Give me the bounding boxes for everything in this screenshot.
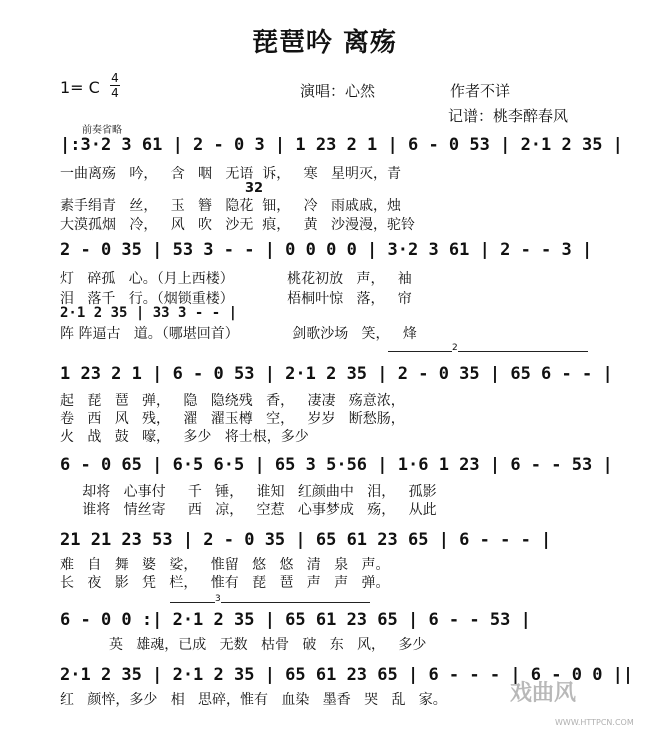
lyric-7-1: 英 雄魂，已成 无数 枯骨 破 东 风， 多少: [60, 637, 427, 653]
notes-4: 1 23 2 1 | 6 - 0 53 | 2·1 2 35 | 2 - 0 35 | 65 6 - - |: [60, 364, 613, 384]
lyric-5-2: 谁将 情丝寄 西 凉， 空惹 心事梦成 殇， 从此: [60, 502, 437, 518]
lyric-1-1: 一曲离殇 吟， 含 咽 无语 诉， 寒 星明灭，青: [60, 166, 402, 182]
song-title: 琵琶吟 离殇: [251, 28, 398, 58]
lyric-2-2: 泪 落千 行。（烟锁重楼） 梧桐叶惊 落， 帘: [60, 291, 412, 307]
time-signature: [110, 72, 120, 99]
notes-6: 21 21 23 53 | 2 - 0 35 | 65 61 23 65 | 6 - - - |: [60, 530, 552, 550]
lyric-2-1: 灯 碎孤 心。（月上西楼） 桃花初放 声， 袖: [60, 271, 412, 287]
bracket-label-3: 3: [215, 594, 221, 604]
lyric-5-1: 却将 心事付 千 锤， 谁知 红颜曲中 泪， 孤影: [60, 484, 437, 500]
lyric-8-1: 红 颜悴，多少 相 思碎，惟有 血染 墨香 哭 乱 家。: [60, 692, 447, 708]
lyric-1-3: 大漠孤烟 冷， 风 吹 沙无 痕， 黄 沙漫漫，驼铃: [60, 217, 416, 233]
watermark-url: WWW.HTTPCN.COM: [555, 718, 634, 727]
lyric-4-2: 卷 西 风 残， 濯 濯玉樽 空， 岁岁 断愁肠，: [60, 411, 405, 427]
prelude-note: 前奏省略: [82, 125, 122, 136]
notes-5: 6 - 0 65 | 6·5 6·5 | 65 3 5·56 | 1·6 1 23 | 6 - - 53 |: [60, 455, 613, 475]
lyric-3-1: 阵 阵逼古 道。（哪堪回首） 剑歌沙场 笑， 烽: [60, 326, 417, 342]
lyric-1-2: 素手绢青 丝， 玉 簪 隐花 钿， 冷 雨戚戚，烛: [60, 198, 402, 214]
transcriber-credit: 记谱：桃李醉春风: [448, 107, 569, 125]
notes-2: 2 - 0 35 | 53 3 - - | 0 0 0 0 | 3·2 3 61 | 2 - - 3 |: [60, 240, 593, 260]
lyric-4-1: 起 琵 琶 弹， 隐 隐绕残 香， 凄凄 殇意浓，: [60, 393, 405, 409]
meter-top: 4: [111, 71, 119, 85]
note-variant: 32: [245, 181, 264, 196]
lyric-6-2: 长 夜 影 凭 栏， 惟有 琵 琶 声 声 弹。: [60, 575, 390, 591]
singer-credit: 演唱：心然: [300, 82, 376, 100]
key-signature: 1= C: [60, 78, 100, 97]
meter-bottom: 4: [111, 86, 119, 100]
composer-credit: 作者不详: [450, 82, 511, 100]
lyric-6-1: 难 自 舞 婆 娑， 惟留 悠 悠 清 泉 声。: [60, 557, 390, 573]
notes-1: |:3·2 3 61 | 2 - 0 3 | 1 23 2 1 | 6 - 0 53 | 2·1 2 35 |: [60, 135, 623, 155]
notes-8: 2·1 2 35 | 2·1 2 35 | 65 61 23 65 | 6 - - - | 6 - 0 0 ||: [60, 665, 634, 685]
repeat-bracket-2: [388, 351, 588, 352]
lyric-4-3: 火 战 鼓 嚎， 多少 将士根，多少: [60, 429, 309, 445]
notes-3: 2·1 2 35 | 33 3 - - |: [60, 305, 238, 321]
repeat-bracket-3: [170, 602, 370, 603]
notes-7: 6 - 0 0 :| 2·1 2 35 | 65 61 23 65 | 6 - - 53 |: [60, 610, 531, 630]
watermark-logo: 戏曲风: [510, 681, 577, 706]
bracket-label-2: 2: [452, 343, 458, 353]
